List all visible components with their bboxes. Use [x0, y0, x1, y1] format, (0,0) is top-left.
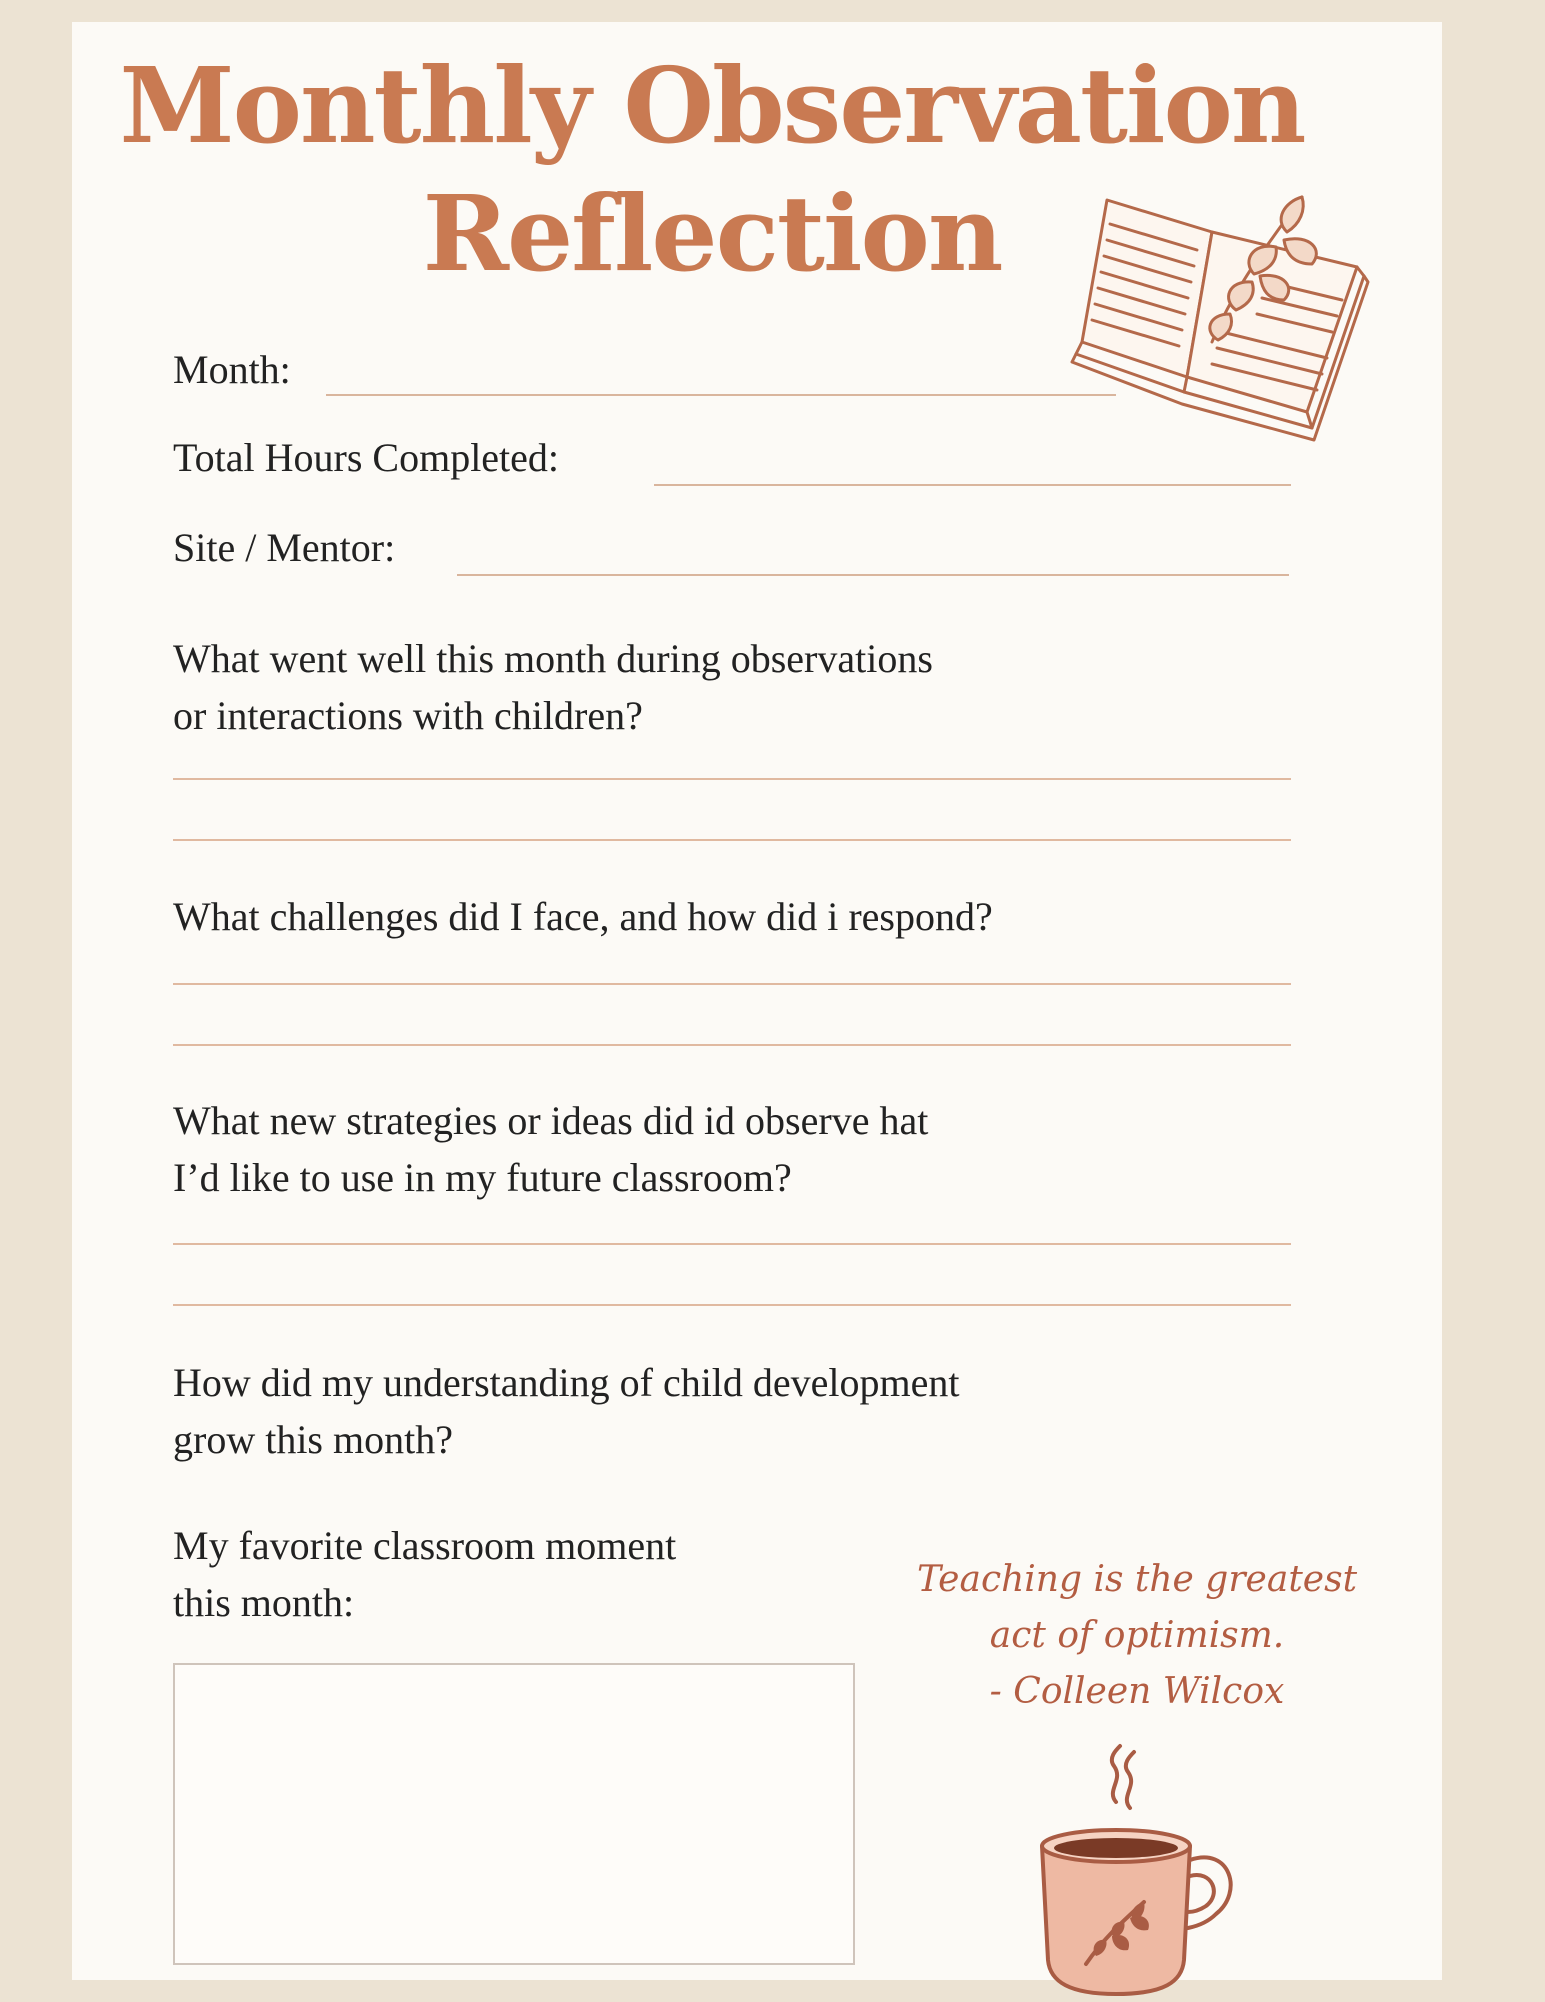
question-line: grow this month?: [173, 1417, 453, 1462]
favorite-moment-label: [173, 1517, 676, 1631]
favorite-moment-box[interactable]: [173, 1663, 855, 1965]
total-hours-field[interactable]: [654, 484, 1291, 486]
question-line: How did my understanding of child development: [173, 1360, 960, 1405]
question-went-well: [173, 630, 933, 744]
site-mentor-label: Site / Mentor:: [173, 525, 396, 570]
quote-line: act of optimism.: [989, 1615, 1285, 1656]
answer-line[interactable]: [173, 983, 1291, 985]
question-challenges: [173, 888, 993, 945]
month-field[interactable]: [326, 394, 1116, 396]
quote: [902, 1552, 1372, 1720]
total-hours-label: Total Hours Completed:: [173, 435, 560, 480]
question-line: What went well this month during observations: [173, 636, 933, 681]
question-line: What new strategies or ideas did id observe hat: [173, 1098, 929, 1143]
question-line: I’d like to use in my future classroom?: [173, 1155, 792, 1200]
answer-line[interactable]: [173, 1243, 1291, 1245]
worksheet-page: [72, 22, 1442, 1980]
open-book-with-leaf-icon: [1062, 172, 1392, 462]
question-new-strategies: [173, 1092, 928, 1206]
coffee-mug-icon: [1012, 1742, 1252, 2002]
question-line: or interactions with children?: [173, 693, 643, 738]
answer-line[interactable]: [173, 778, 1291, 780]
answer-line[interactable]: [173, 1304, 1291, 1306]
site-mentor-field[interactable]: [457, 574, 1289, 576]
answer-line[interactable]: [173, 1044, 1291, 1046]
question-line: What challenges did I face, and how did i respond?: [173, 894, 993, 939]
quote-line: Teaching is the greatest: [916, 1559, 1358, 1600]
month-label: Month:: [173, 347, 291, 392]
title-line-2: Reflection: [422, 172, 1002, 295]
title-line-1: Monthly Observation: [119, 44, 1305, 167]
favorite-moment-line: My favorite classroom moment: [173, 1523, 677, 1568]
quote-attribution: - Colleen Wilcox: [989, 1671, 1285, 1712]
favorite-moment-line: this month:: [173, 1580, 355, 1625]
question-child-development: [173, 1354, 960, 1468]
answer-line[interactable]: [173, 839, 1291, 841]
